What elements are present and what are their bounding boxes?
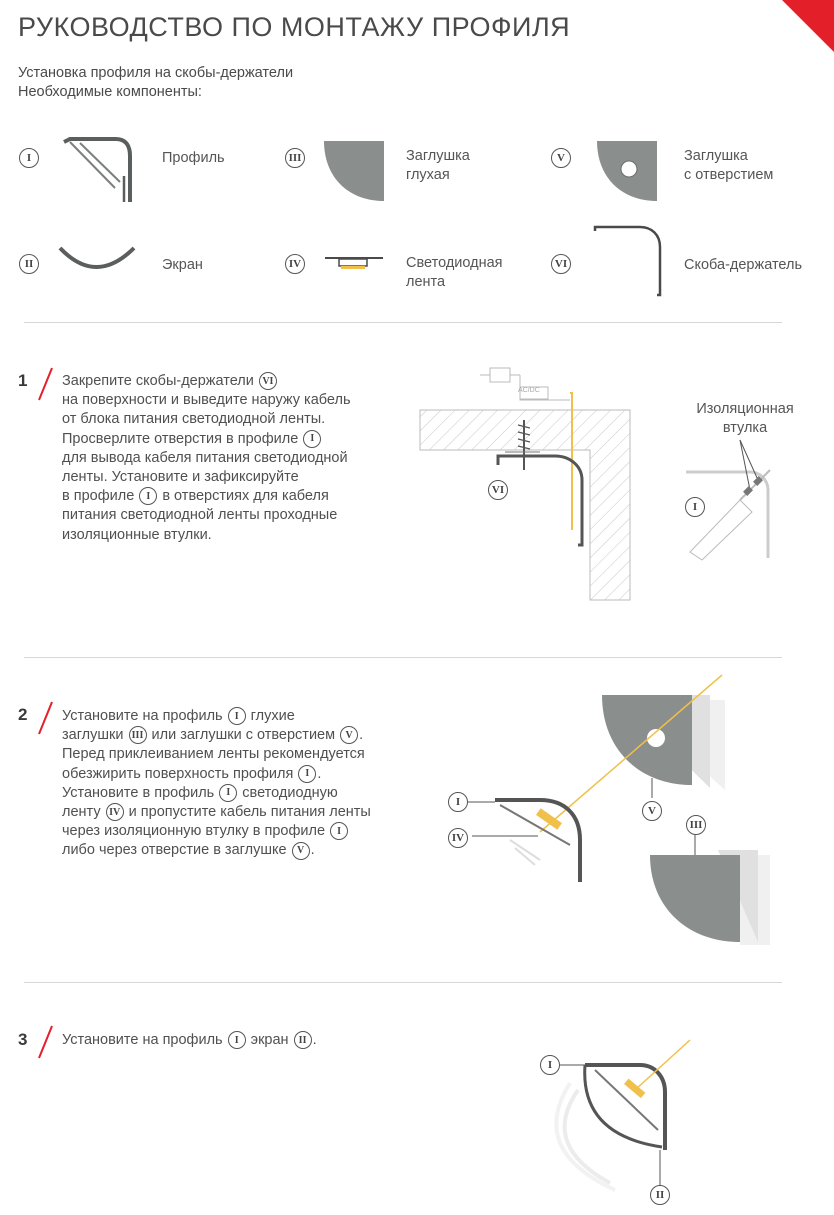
psu-label: AC/DC xyxy=(518,387,540,394)
cap-with-hole-icon xyxy=(595,139,659,203)
step-3-text xyxy=(62,1031,317,1050)
component-label-line-1: Заглушка xyxy=(406,148,470,164)
step-text-line xyxy=(62,468,351,487)
text-fragment: на поверхности и выведите наружу кабель xyxy=(62,392,351,409)
inline-numeral-badge: III xyxy=(129,726,147,744)
text-fragment: ленты. Установите и зафиксируйте xyxy=(62,469,299,486)
step-number: 3 xyxy=(18,1030,28,1049)
inline-numeral-badge: I xyxy=(228,707,246,725)
inline-numeral-badge: IV xyxy=(106,803,124,821)
step-text-line xyxy=(62,410,351,429)
step-text-line xyxy=(62,487,351,506)
step-text-line xyxy=(62,745,371,764)
numeral-badge: II xyxy=(650,1185,670,1205)
text-fragment: . xyxy=(359,727,364,744)
subtitle xyxy=(18,64,293,102)
text-fragment: и пропустите кабель питания ленты xyxy=(124,804,371,821)
profile-icon xyxy=(60,136,135,206)
divider xyxy=(24,982,782,983)
numeral-badge: VI xyxy=(488,480,508,500)
step-text-line xyxy=(62,430,351,449)
step-text-line xyxy=(62,391,351,410)
assembly-diagram xyxy=(440,670,790,950)
step-text-line xyxy=(62,707,371,726)
text-fragment: Установите в профиль xyxy=(62,784,219,801)
step-text-line xyxy=(62,726,371,745)
text-fragment: либо через отверстие в заглушке xyxy=(62,842,291,859)
subtitle-line-2: Необходимые компоненты: xyxy=(18,84,202,100)
numeral-badge: II xyxy=(19,254,39,274)
component-label: Профиль xyxy=(162,150,225,166)
text-fragment: Закрепите скобы-держатели xyxy=(62,373,258,389)
led-strip-icon xyxy=(325,254,385,274)
page-title: РУКОВОДСТВО ПО МОНТАЖУ ПРОФИЛЯ xyxy=(18,12,571,42)
step-text-line xyxy=(62,765,371,784)
step-text-line xyxy=(62,841,371,860)
text-fragment: питания светодиодной ленты проходные xyxy=(62,507,338,524)
screen-install-diagram xyxy=(540,1035,700,1210)
text-fragment: или заглушки с отверстием xyxy=(147,727,340,744)
text-fragment: Перед приклеиванием ленты рекомендуется xyxy=(62,746,365,763)
blind-cap-icon xyxy=(322,139,386,203)
text-fragment: Просверлите отверстия в профиле xyxy=(62,430,303,447)
text-fragment: заглушки xyxy=(62,727,128,744)
inline-numeral-badge: VI xyxy=(259,372,277,390)
component-label-line-1: Светодиодная xyxy=(406,255,503,271)
numeral-badge: I xyxy=(19,148,39,168)
inline-numeral-badge: I xyxy=(298,765,316,783)
inline-numeral-badge: II xyxy=(294,1031,312,1049)
text-fragment: светодиодную xyxy=(238,784,338,801)
component-label-line-1: Заглушка xyxy=(684,148,748,164)
slash-icon xyxy=(34,1024,58,1060)
component-label-line-2: лента xyxy=(406,274,446,290)
numeral-badge: IV xyxy=(285,254,305,274)
inline-numeral-badge: I xyxy=(303,430,321,448)
step-text-line xyxy=(62,784,371,803)
divider xyxy=(24,322,782,323)
text-fragment: для вывода кабеля питания светодиодной xyxy=(62,449,348,466)
slash-icon xyxy=(34,366,58,402)
text-fragment: . xyxy=(312,1032,317,1048)
step-text-line xyxy=(62,803,371,822)
step-text-line xyxy=(62,506,351,525)
numeral-badge: I xyxy=(685,497,705,517)
component-label: Скоба-держатель xyxy=(684,257,803,273)
numeral-badge: V xyxy=(551,148,571,168)
insulating-sleeve-callout xyxy=(690,400,800,438)
divider xyxy=(24,657,782,658)
numeral-badge: I xyxy=(540,1055,560,1075)
step-number: 1 xyxy=(18,371,28,390)
text-fragment: Установите на профиль xyxy=(62,708,227,724)
text-fragment: Установите на профиль xyxy=(62,1032,227,1048)
numeral-badge: III xyxy=(686,815,706,835)
numeral-badge: III xyxy=(285,148,305,168)
corner-accent-icon xyxy=(744,0,834,52)
text-fragment: от блока питания светодиодной ленты. xyxy=(62,411,326,428)
step-2-text xyxy=(62,707,371,861)
text-fragment: в отверстиях для кабеля xyxy=(158,488,329,505)
callout-line-1: Изоляционная xyxy=(696,401,794,417)
numeral-badge: IV xyxy=(448,828,468,848)
inline-numeral-badge: I xyxy=(139,487,157,505)
component-label xyxy=(406,254,503,292)
inline-numeral-badge: I xyxy=(228,1031,246,1049)
numeral-badge: I xyxy=(448,792,468,812)
text-fragment: экран xyxy=(246,1032,293,1048)
text-fragment: глухие xyxy=(246,708,295,724)
mounting-diagram xyxy=(420,360,650,610)
callout-line-2: втулка xyxy=(722,420,768,436)
component-label-line-2: с отверстием xyxy=(684,167,774,183)
step-text-line xyxy=(62,822,371,841)
text-fragment: через изоляционную втулку в профиле xyxy=(62,823,330,840)
step-text-line xyxy=(62,1031,317,1050)
inline-numeral-badge: V xyxy=(292,842,310,860)
text-fragment: ленту xyxy=(62,804,105,821)
numeral-badge: V xyxy=(642,801,662,821)
bracket-icon xyxy=(592,225,664,300)
component-label xyxy=(406,147,470,185)
component-label-line-2: глухая xyxy=(406,167,450,183)
step-text-line xyxy=(62,526,351,545)
component-label xyxy=(684,147,773,185)
step-1-text xyxy=(62,372,351,545)
text-fragment: . xyxy=(310,842,315,859)
screen-icon xyxy=(58,244,136,274)
subtitle-line-1: Установка профиля на скобы-держатели xyxy=(18,65,294,81)
text-fragment: обезжирить поверхность профиля xyxy=(62,765,298,782)
component-label: Экран xyxy=(162,257,203,273)
text-fragment: в профиле xyxy=(62,488,139,505)
slash-icon xyxy=(34,700,58,736)
text-fragment: изоляционные втулки. xyxy=(62,526,212,543)
numeral-badge: VI xyxy=(551,254,571,274)
text-fragment: . xyxy=(317,765,322,782)
inline-numeral-badge: I xyxy=(330,822,348,840)
step-text-line xyxy=(62,449,351,468)
inline-numeral-badge: V xyxy=(340,726,358,744)
step-text-line xyxy=(62,372,351,391)
step-number: 2 xyxy=(18,705,28,724)
inline-numeral-badge: I xyxy=(219,784,237,802)
